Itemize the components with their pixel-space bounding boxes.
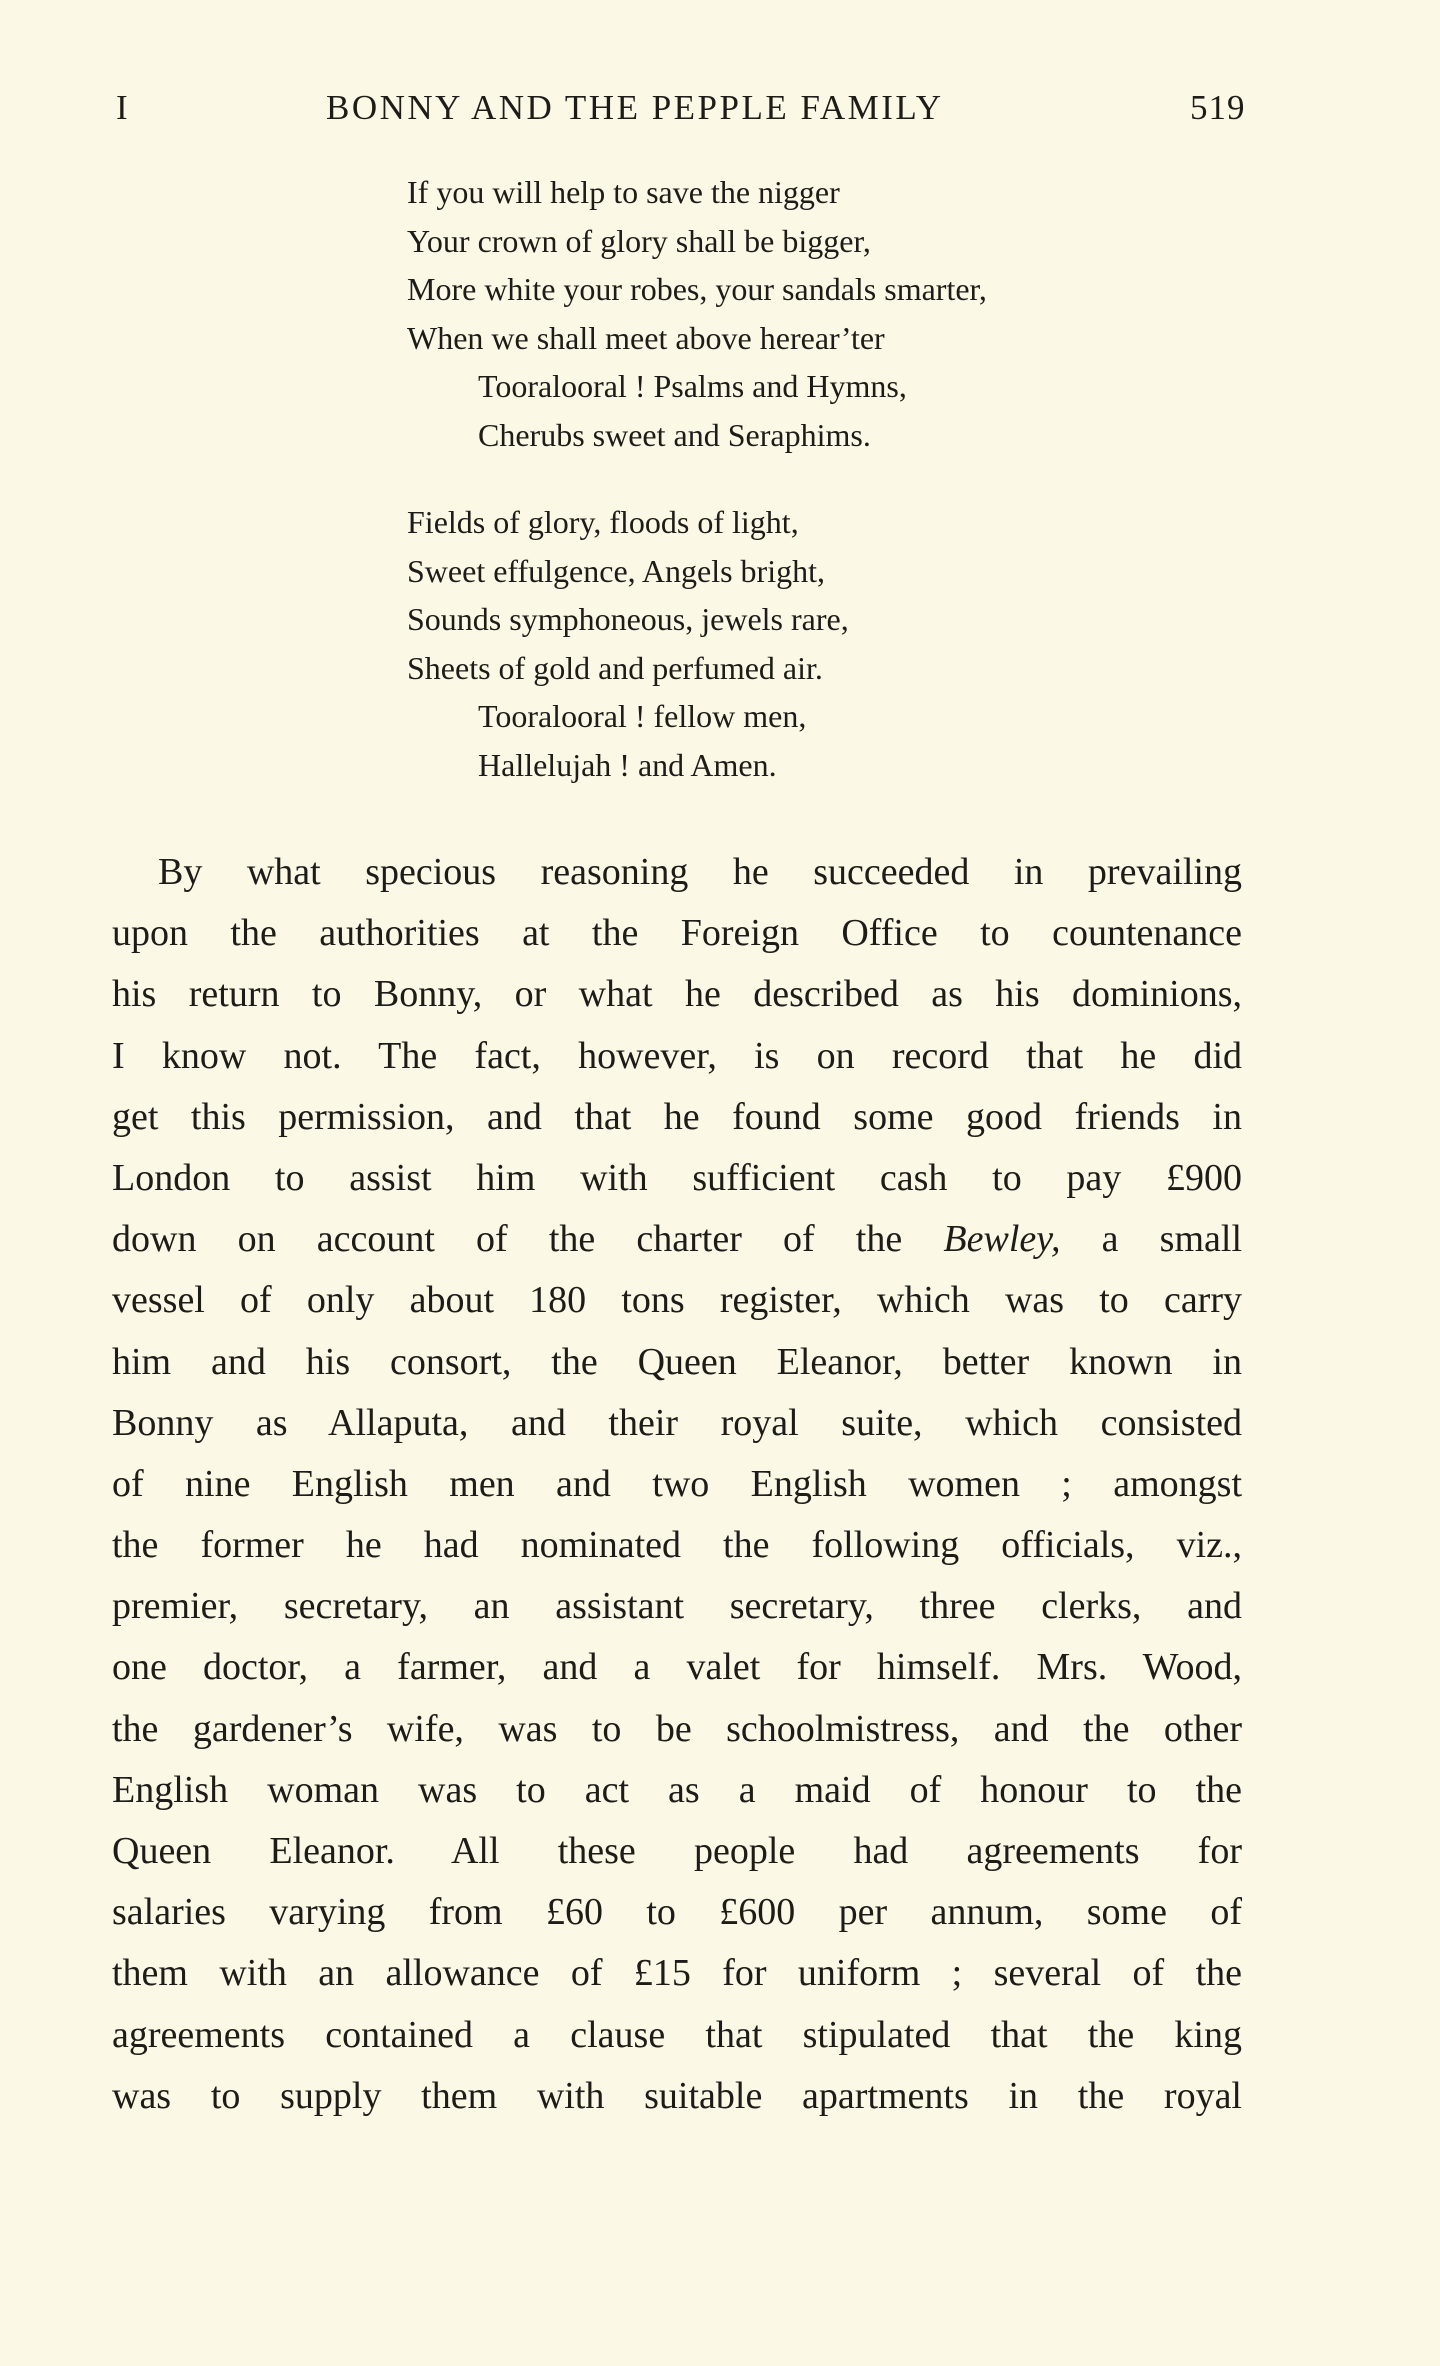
paragraph-line-end: a small bbox=[1101, 1218, 1243, 1261]
verse-refrain-line: Cherubs sweet and Seraphims. bbox=[478, 416, 871, 453]
paragraph-line: the former he had nominated the following officials, viz., bbox=[112, 1524, 1242, 1567]
paragraph-line: the gardener’s wife, was to be schoolmistress, and the other bbox=[112, 1707, 1242, 1750]
paragraph-line: was to supply them with suitable apartments in the royal bbox=[112, 2074, 1242, 2117]
paragraph-line: him and his consort, the Queen Eleanor, better known in bbox=[112, 1340, 1242, 1383]
paragraph-line: of nine English men and two English women ; amongst bbox=[112, 1462, 1242, 1505]
paragraph-line: By what specious reasoning he succeeded in prevailing bbox=[158, 851, 1242, 893]
paragraph-line: English woman was to act as a maid of honour to the bbox=[112, 1768, 1242, 1811]
verse-stanza-2 bbox=[407, 498, 849, 789]
verse-line: Sweet effulgence, Angels bright, bbox=[407, 552, 825, 589]
paragraph-line: London to assist him with sufficient cash to pay £900 bbox=[112, 1156, 1242, 1199]
verse-refrain-line: Hallelujah ! and Amen. bbox=[478, 746, 777, 783]
verse-refrain-line: Tooralooral ! Psalms and Hymns, bbox=[478, 368, 907, 404]
running-header bbox=[0, 88, 1440, 128]
paragraph-line-start: down on account of the charter of the bbox=[112, 1218, 903, 1261]
paragraph-line: one doctor, a farmer, and a valet for himself. Mrs. Wood, bbox=[112, 1646, 1242, 1689]
verse-line: Sounds symphoneous, jewels rare, bbox=[407, 601, 849, 637]
verse-line: When we shall meet above herear’ter bbox=[407, 319, 885, 356]
paragraph-line: premier, secretary, an assistant secretary, three clerks, and bbox=[112, 1585, 1242, 1628]
paragraph-line: agreements contained a clause that stipulated that the king bbox=[112, 2013, 1242, 2056]
paragraph-line: get this permission, and that he found some good friends in bbox=[112, 1095, 1242, 1138]
paragraph-line: his return to Bonny, or what he described as his dominions, bbox=[112, 973, 1242, 1016]
paragraph-line: them with an allowance of £15 for uniform ; several of the bbox=[112, 1952, 1242, 1995]
verse-line: Your crown of glory shall be bigger, bbox=[407, 222, 871, 259]
page-number: 519 bbox=[1190, 88, 1246, 127]
section-number: I bbox=[116, 88, 130, 127]
paragraph-line: salaries varying from £60 to £600 per annum, some of bbox=[112, 1891, 1242, 1934]
verse-line: If you will help to save the nigger bbox=[407, 174, 840, 210]
paragraph-line: Bonny as Allaputa, and their royal suite, which consisted bbox=[112, 1401, 1242, 1444]
verse-line: Fields of glory, floods of light, bbox=[407, 504, 799, 540]
verse-line: Sheets of gold and perfumed air. bbox=[407, 649, 823, 686]
paragraph-line bbox=[112, 1209, 1242, 1270]
paragraph-line: vessel of only about 180 tons register, which was to carry bbox=[112, 1279, 1242, 1322]
paragraph-line: Queen Eleanor. All these people had agreements for bbox=[112, 1830, 1242, 1872]
verse-refrain-line: Tooralooral ! fellow men, bbox=[478, 698, 807, 734]
verse-stanza-1 bbox=[407, 168, 987, 459]
body-paragraph bbox=[112, 842, 1242, 2127]
running-title: BONNY AND THE PEPPLE FAMILY bbox=[326, 88, 944, 127]
ship-name: Bewley, bbox=[943, 1218, 1061, 1261]
paragraph-line: upon the authorities at the Foreign Office to countenance bbox=[112, 912, 1242, 955]
paragraph-line: I know not. The fact, however, is on record that he did bbox=[112, 1034, 1242, 1077]
verse-line: More white your robes, your sandals smarter, bbox=[407, 271, 987, 307]
